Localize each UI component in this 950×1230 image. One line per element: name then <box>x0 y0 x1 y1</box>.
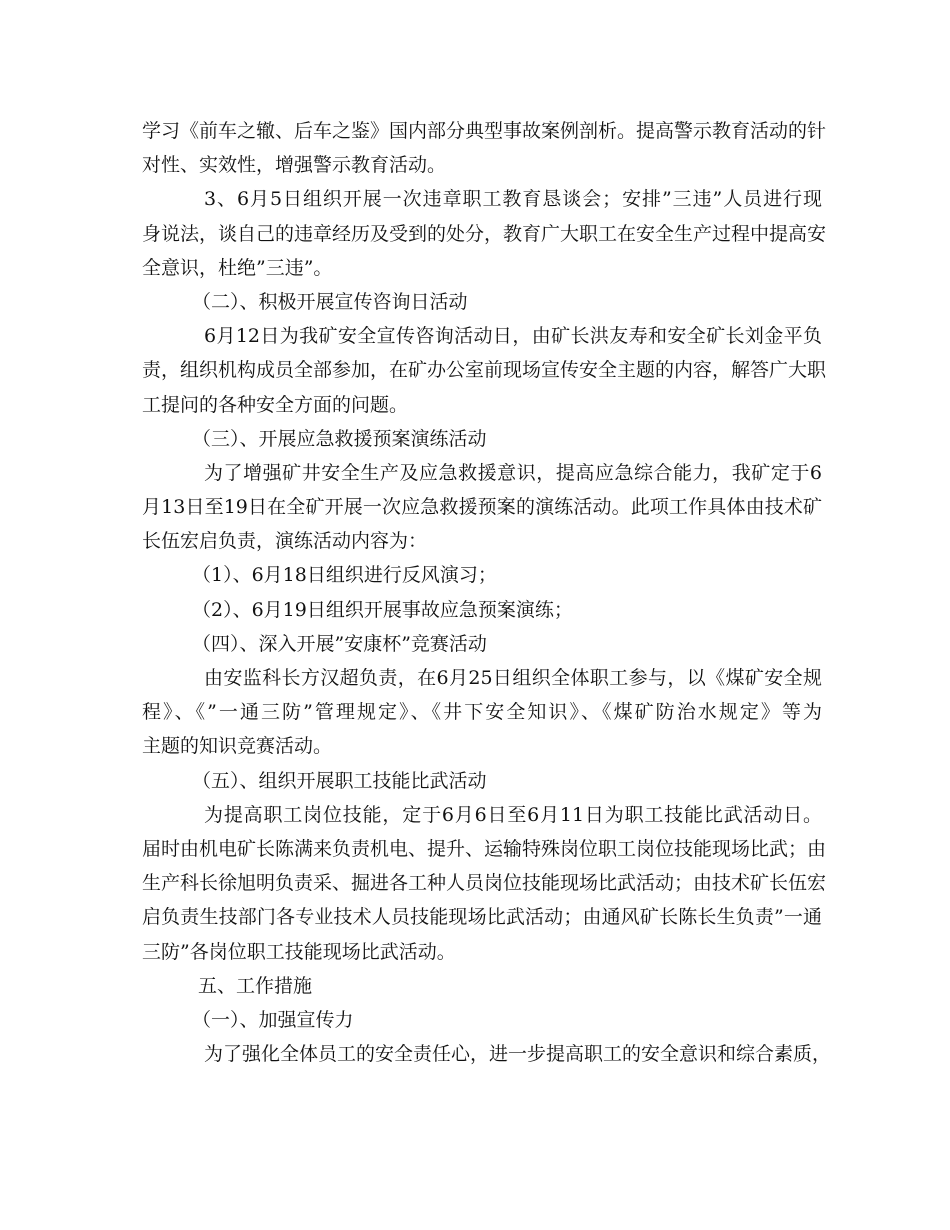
paragraph-line: 责，组织机构成员全部参加，在矿办公室前现场宣传安全主题的内容，解答广大职 <box>142 359 827 382</box>
paragraph-line: 全意识，杜绝”三违”。 <box>142 256 333 279</box>
section-heading: （二）、积极开展宣传咨询日活动 <box>192 290 468 313</box>
paragraph-line: 为了增强矿井安全生产及应急救援意识，提高应急综合能力，我矿定于6 <box>204 461 822 484</box>
section-heading: （五）、组织开展职工技能比武活动 <box>192 769 487 792</box>
paragraph-line: 月13日至19日在全矿开展一次应急救援预案的演练活动。此项工作具体由技术矿 <box>142 496 822 519</box>
list-item: （1）、6月18日组织进行反风演习； <box>192 564 497 587</box>
paragraph-line: 3、6月5日组织开展一次违章职工教育恳谈会；安排”三违”人员进行现 <box>204 188 822 211</box>
paragraph-line: 三防”各岗位职工技能现场比武活动。 <box>142 940 456 963</box>
document-body <box>142 114 832 1071</box>
paragraph-line: 届时由机电矿长陈满来负责机电、提升、运输特殊岗位职工岗位技能现场比武；由 <box>142 837 827 860</box>
paragraph-line: 身说法，谈自己的违章经历及受到的处分，教育广大职工在安全生产过程中提高安 <box>142 222 827 245</box>
paragraph-line: 主题的知识竞赛活动。 <box>142 735 333 758</box>
paragraph-line: 学习《前车之辙、后车之鉴》国内部分典型事故案例剖析。提高警示教育活动的针 <box>142 120 827 142</box>
section-heading: （四）、深入开展”安康杯”竞赛活动 <box>192 632 487 655</box>
paragraph-line: 工提问的各种安全方面的问题。 <box>142 393 409 416</box>
paragraph-line: 6月12日为我矿安全宣传咨询活动日，由矿长洪友寿和安全矿长刘金平负 <box>204 325 822 348</box>
section-heading: （三）、开展应急救援预案演练活动 <box>192 427 487 450</box>
paragraph-line: 为了强化全体员工的安全责任心，进一步提高职工的安全意识和综合素质， <box>204 1043 832 1066</box>
section-heading: 五、工作措施 <box>198 974 313 997</box>
paragraph-line: 对性、实效性，增强警示教育活动。 <box>142 154 447 177</box>
paragraph-line: 程》、《”一通三防”管理规定》、《井下安全知识》、《煤矿防治水规定》等为 <box>142 701 822 724</box>
list-item: （2）、6月19日组织开展事故应急预案演练； <box>192 598 573 621</box>
paragraph-line: 为提高职工岗位技能，定于6月6日至6月11日为职工技能比武活动日。 <box>204 803 822 826</box>
paragraph-line: 生产科长徐旭明负责采、掘进各工种人员岗位技能现场比武活动；由技术矿长伍宏 <box>142 872 827 895</box>
paragraph-line: 长伍宏启负责，演练活动内容为： <box>142 530 428 553</box>
paragraph-line: 启负责生技部门各专业技术人员技能现场比武活动；由通风矿长陈长生负责”一通 <box>142 906 822 929</box>
paragraph-line: 由安监科长方汉超负责，在6月25日组织全体职工参与，以《煤矿安全规 <box>204 667 822 689</box>
section-heading: （一）、加强宣传力 <box>192 1008 354 1031</box>
